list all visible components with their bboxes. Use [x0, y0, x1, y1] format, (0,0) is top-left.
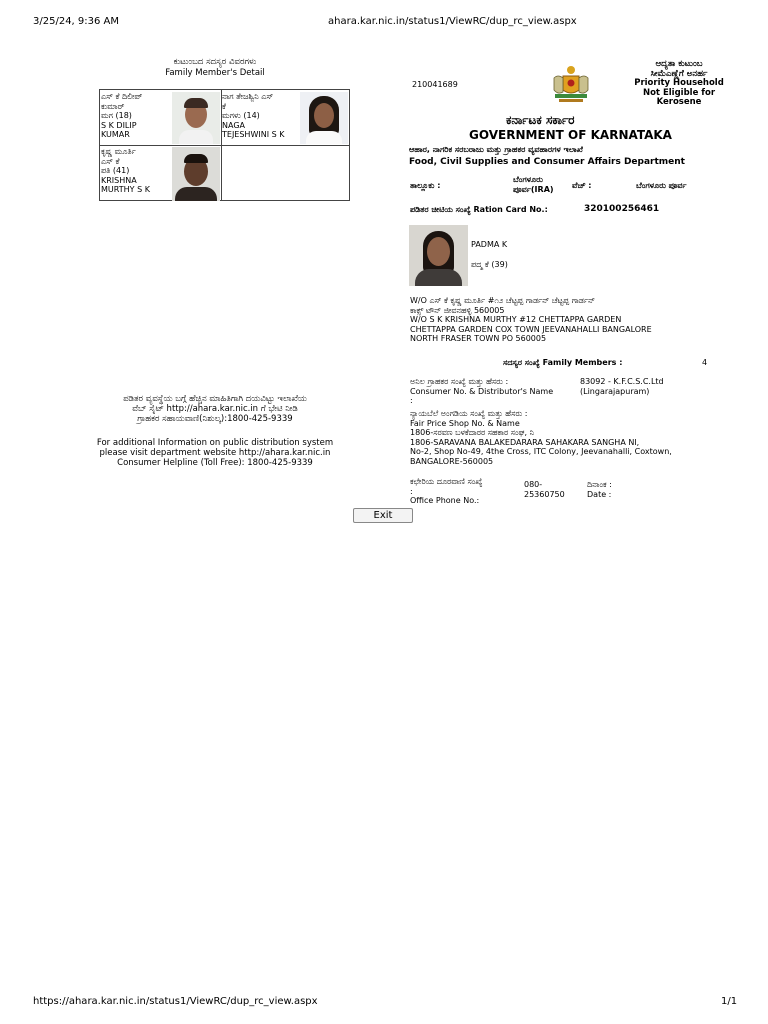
member-2-photo: [300, 92, 348, 144]
office-phone-value: 080- 25360750: [524, 480, 565, 499]
ration-card-number: 320100256461: [584, 204, 660, 214]
household-type: ಆದ್ಯತಾ ಕುಟುಂಬ ಸೀಮೆಎಣ್ಣೆಗೆ ಅನರ್ಹ Priority Household Not Eligible for Kerosene: [634, 59, 724, 107]
print-datetime: 3/25/24, 9:36 AM: [33, 16, 120, 27]
address: W/O ಎಸ್ ಕೆ ಕೃಷ್ಣ ಮೂರ್ತಿ #೧೨ ಚೆಟ್ಟಪ್ಪ ಗಾರ್ಡನ್ ಚೆಟ್ಟಪ್ಪ ಗಾರ್ಡನ್ ಕಾಕ್ಸ್ ಟೌನ್ ಜೀವನಹಳ್ಳಿ 560005 W/O S K KRISHNA MURTHY #12 CHETTAPPA GARDEN CHETTAPPA GARDEN COX TOWN JEEVANAHALLI BANGALORE NORTH FRASER TOWN PO 560005: [410, 296, 652, 343]
govt-title-en: GOVERNMENT OF KARNATAKA: [469, 128, 672, 142]
office-phone-label: ಕಛೇರಿಯ ದೂರವಾಣಿ ಸಂಖ್ಯೆ : Office Phone No.:: [410, 477, 483, 505]
card-id: 210041689: [412, 80, 458, 89]
zone-label: ವೆಚ್ :: [572, 181, 592, 190]
info-english: For additional Information on public distribution system please visit department website http://ahara.kar.nic.in Consumer Helpline (Toll Free): 1800-425-9339: [96, 438, 334, 468]
govt-title-kn: ಕರ್ನಾಟಕ ಸರ್ಕಾರ: [506, 113, 575, 127]
taluk-label: ತಾಲ್ಲೂಕು :: [410, 181, 441, 190]
taluk-value: ಬೆಂಗಳೂರು ಪೂರ್ವ(IRA): [513, 175, 554, 194]
page-url: https://ahara.kar.nic.in/status1/ViewRC/dup_rc_view.aspx: [33, 996, 318, 1007]
karnataka-emblem-icon: [550, 64, 592, 104]
family-member-3: ಕೃಷ್ಣ ಮೂರ್ತಿ ಎಸ್ ಕೆ ಪತಿ (41) KRISHNA MURTHY S K: [101, 147, 150, 194]
distributor-label: ಅನಿಲ ಗ್ರಾಹಕರ ಸಂಖ್ಯೆ ಮತ್ತು ಹೆಸರು : Consumer No. & Distributor's Name :: [410, 377, 554, 405]
member-1-photo: [172, 92, 220, 144]
family-members-count: 4: [702, 358, 708, 367]
exit-button[interactable]: Exit: [353, 508, 413, 523]
page-title: ahara.kar.nic.in/status1/ViewRC/dup_rc_view.aspx: [328, 16, 577, 27]
dept-en: Food, Civil Supplies and Consumer Affairs Department: [409, 157, 685, 167]
info-kannada: ಪಡಿತರ ವ್ಯವಸ್ಥೆಯ ಬಗ್ಗೆ ಹೆಚ್ಚಿನ ಮಾಹಿತಿಗಾಗಿ ದಯವಿಟ್ಟು ಇಲಾಖೆಯ ವೆಬ್ ಸೈಟ್ http://ahara.kar.nic.in ಗೆ ಭೇಟಿ ನೀಡಿ ಗ್ರಾಹಕರ ಸಹಾಯವಾಣಿ(ನಿಶುಲ್ಕ):1800-425-9339: [123, 394, 307, 424]
family-members-label: ಸದಸ್ಯರ ಸಂಖ್ಯೆ Family Members :: [503, 358, 623, 367]
date-field: ದಿನಾಂಕ : Date :: [587, 480, 612, 499]
dept-kn: ಆಹಾರ, ನಾಗರಿಕ ಸರಬರಾಜು ಮತ್ತು ಗ್ರಾಹಕರ ವ್ಯವಹಾರಗಳ ಇಲಾಖೆ: [409, 145, 583, 154]
fair-price-shop: ನ್ಯಾಯಬೆಲೆ ಅಂಗಡಿಯ ಸಂಖ್ಯೆ ಮತ್ತು ಹೆಸರು : Fair Price Shop No. & Name 1806-ಸರವಣ ಬಳಕೆದಾರರ ಸಹಕಾರ ಸಂಘ, ನಿ 1806-SARAVANA BALAKEDARARA SAHAKARA SANGHA NI, No-2, Shop No-49, 4the Cross, ITC Colony, Jeevanahalli, Coxtown, BANGALORE-560005: [410, 409, 672, 466]
family-heading-kn: ಕುಟುಂಬದ ಸದಸ್ಯರ ವಿವರಗಳು: [173, 57, 257, 67]
ration-card-label: ಪಡಿತರ ಚೀಟಿಯ ಸಂಖ್ಯೆ Ration Card No.:: [410, 205, 548, 214]
member-3-photo: [172, 147, 220, 201]
head-name-en: PADMA K: [471, 240, 508, 249]
family-members-table: [99, 89, 350, 201]
head-photo: [409, 225, 468, 286]
family-heading-en: Family Member's Detail: [165, 68, 265, 78]
family-member-2: ನಾಗ ತೇಜಶ್ವಿನಿ ಎಸ್ ಕೆ ಮಗಳು (14) NAGA TEJESHWINI S K: [222, 92, 285, 139]
distributor-value: 83092 - K.F.C.S.C.Ltd (Lingarajapuram): [580, 377, 664, 396]
zone-value: ಬೆಂಗಳೂರು ಪೂರ್ವ: [636, 181, 687, 190]
page-count: 1/1: [721, 996, 738, 1007]
head-name-kn: ಪದ್ಮ ಕೆ (39): [471, 260, 508, 269]
family-member-1: ಎಸ್ ಕೆ ದಿಲೀಪ್ ಕುಮಾರ್ ಮಗ (18) S K DILIP KUMAR: [101, 92, 143, 139]
